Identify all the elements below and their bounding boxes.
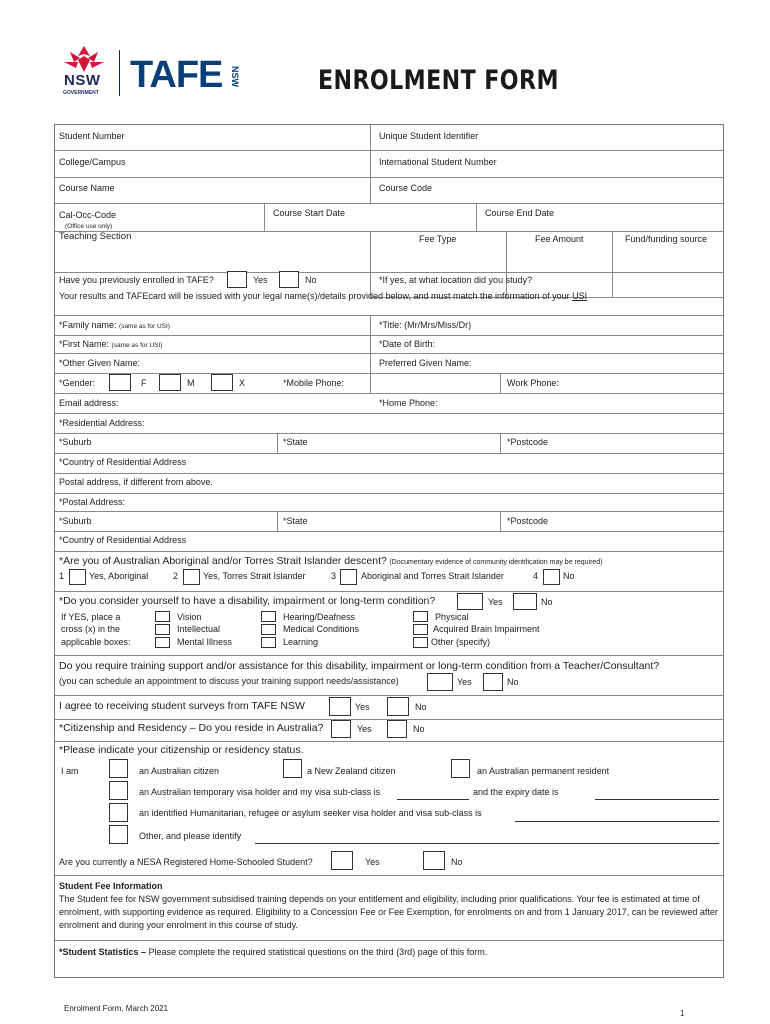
prev-enrolled-label: Have you previously enrolled in TAFE? [59,275,214,285]
support-yes-checkbox[interactable] [427,673,453,691]
citizenship-yes-label: Yes [357,724,372,734]
work-phone-label: Work Phone: [507,378,559,388]
nsw-logo [58,44,110,100]
nesa-yes-checkbox[interactable] [331,851,353,870]
medical-checkbox[interactable] [261,624,276,635]
usi-label: Unique Student Identifier [379,131,479,141]
row-divider [55,393,723,394]
row-divider [55,177,723,178]
fee-info-text: The Student fee for NSW government subsidised training depends on your entitlement and eligibility, including prior qualifications. Your fee is estimated at time of enrolment, with supporting evidence as required. Eligibility to a Concession Fee or Fee Exemption, for enrolments on and from 1 January 2017, can be reviewed after enrolment and during your enrolment in this course of study. [59,894,718,930]
other-citizenship-checkbox[interactable] [109,825,128,844]
support-note: (you can schedule an appointment to discuss your training support needs/assistance) [59,676,399,686]
course-end-date-label: Course End Date [485,208,555,218]
col-divider [506,231,507,297]
row-divider [55,231,723,232]
postcode-label: *Postcode [507,437,549,447]
aboriginal-opt3-checkbox[interactable] [340,569,357,585]
aboriginal-opt2-label: Yes, Torres Strait Islander [203,571,306,581]
aus-citizen-label: an Australian citizen [139,766,220,776]
surveys-no-label: No [415,702,427,712]
gender-x-checkbox[interactable] [211,374,233,391]
vision-label: Vision [177,612,202,622]
page-number: 1 [680,1009,685,1018]
gender-f-label: F [141,378,147,388]
support-yes-label: Yes [457,677,472,687]
brain-impairment-checkbox[interactable] [413,624,428,635]
medical-label: Medical Conditions [283,624,360,634]
fee-info-heading: Student Fee Information [59,881,163,891]
usi-link[interactable]: USI [572,291,588,301]
row-divider [55,413,723,414]
footer-form-name: Enrolment Form, March 2021 [64,1004,169,1013]
tafe-logo-vertical: NSW [230,66,240,87]
family-name-label [59,320,170,332]
surveys-no-checkbox[interactable] [387,697,409,716]
disability-instr3: applicable boxes: [61,637,131,647]
col-divider [370,125,371,203]
humanitarian-subclass-field[interactable] [515,821,719,822]
row-divider [55,353,723,354]
citizenship-question: *Citizenship and Residency – Do you reside in Australia? [59,722,324,734]
teaching-section-label: Teaching Section [59,231,132,242]
col-divider [370,315,371,393]
aboriginal-opt4-num: 4 [533,571,539,581]
fund-source-label: Fund/funding source [625,234,708,244]
enrolment-form [54,124,724,978]
row-divider [55,335,723,336]
other-specify-checkbox[interactable] [413,637,428,648]
row-divider [55,272,723,273]
row-divider [55,551,723,552]
country-res2-label: *Country of Residential Address [59,535,187,545]
aboriginal-opt1-label: Yes, Aboriginal [89,571,149,581]
aboriginal-opt4-label: No [563,571,575,581]
state-label: *State [283,437,308,447]
surveys-question: I agree to receiving student surveys from TAFE NSW [59,700,305,712]
office-use-label: (Office use only) [65,223,113,230]
same-as-usi-note: (same as for USI) [111,342,163,349]
cal-occ-code-label: Cal-Occ-Code [59,210,117,220]
col-divider [500,433,501,453]
intellectual-label: Intellectual [177,624,221,634]
disability-no-checkbox[interactable] [513,593,537,610]
temp-visa-checkbox[interactable] [109,781,128,800]
aboriginal-opt1-num: 1 [59,571,65,581]
first-name-label [59,339,162,351]
fee-amount-label: Fee Amount [535,234,584,244]
nesa-no-checkbox[interactable] [423,851,445,870]
email-label: Email address: [59,398,119,408]
gender-f-checkbox[interactable] [109,374,131,391]
row-divider [55,741,723,742]
col-divider [277,433,278,453]
statistics-line [59,947,487,958]
other-citizenship-label: Other, and please identify [139,831,242,841]
disability-instr1: If YES, place a [61,612,121,622]
nesa-yes-label: Yes [365,857,380,867]
disability-no-label: No [541,597,553,607]
intellectual-checkbox[interactable] [155,624,170,635]
perm-resident-label: an Australian permanent resident [477,766,610,776]
brain-impairment-label: Acquired Brain Impairment [433,624,540,634]
statistics-text: Please complete the required statistical questions on the third (3rd) page of this form. [148,947,488,957]
statistics-heading: *Student Statistics – [59,947,147,957]
course-start-date-label: Course Start Date [273,208,346,218]
other-citizenship-field[interactable] [255,843,719,844]
nesa-no-label: No [451,857,463,867]
mobile-label: *Mobile Phone: [283,378,345,388]
res-address-label: *Residential Address: [59,418,145,428]
citizenship-no-label: No [413,724,425,734]
row-divider [55,433,723,434]
support-no-label: No [507,677,519,687]
postal-address-label: *Postal Address: [59,497,126,507]
support-question: Do you require training support and/or assistance for this disability, impairment or long-term condition from a Teacher/Consultant? [59,660,660,672]
col-divider [612,231,613,297]
learning-label: Learning [283,637,319,647]
citizenship-no-checkbox[interactable] [387,720,407,738]
country-res-label: *Country of Residential Address [59,457,187,467]
gender-label: *Gender: [59,378,96,388]
expiry-date-field[interactable] [595,799,719,800]
citizenship-yes-checkbox[interactable] [331,720,351,738]
aboriginal-opt4-checkbox[interactable] [543,569,560,585]
mental-illness-checkbox[interactable] [155,637,170,648]
physical-checkbox[interactable] [413,611,428,622]
prev-location-label: *If yes, at what location did you study? [379,275,533,285]
nz-citizen-checkbox[interactable] [283,759,302,778]
learning-checkbox[interactable] [261,637,276,648]
surveys-yes-label: Yes [355,702,370,712]
temp-visa-label: an Australian temporary visa holder and my visa sub-class is [139,787,381,797]
hearing-checkbox[interactable] [261,611,276,622]
aboriginal-opt2-num: 2 [173,571,179,581]
results-note-text: Your results and TAFEcard will be issued with your legal name(s)/details provided below, and must match the information of your [59,291,570,301]
aboriginal-opt3-label: Aboriginal and Torres Strait Islander [361,571,504,581]
surveys-yes-checkbox[interactable] [329,697,351,716]
row-divider [55,591,723,592]
logo-divider [119,50,120,96]
aboriginal-opt3-num: 3 [331,571,337,581]
row-divider [55,655,723,656]
humanitarian-checkbox[interactable] [109,803,128,822]
row-divider [55,940,723,941]
row-divider [55,315,723,316]
row-divider [55,203,723,204]
col-divider [264,203,265,231]
dob-label: *Date of Birth: [379,339,436,349]
postal-diff-label: Postal address, if different from above. [59,477,213,487]
row-divider [55,150,723,151]
preferred-name-label: Preferred Given Name: [379,358,472,368]
visa-subclass-field[interactable] [397,799,469,800]
aboriginal-question-text: *Are you of Australian Aboriginal and/or Torres Strait Islander descent? [59,555,387,567]
col-divider [500,373,501,393]
title-field-label: *Title: (Mr/Mrs/Miss/Dr) [379,320,472,330]
aus-citizen-checkbox[interactable] [109,759,128,778]
row-divider [55,531,723,532]
prev-enrolled-yes-label: Yes [253,275,268,285]
prev-enrolled-no-checkbox[interactable] [279,271,299,288]
suburb-label: *Suburb [59,437,92,447]
family-name-text: *Family name: [59,320,117,330]
support-no-checkbox[interactable] [483,673,503,691]
home-phone-label: *Home Phone: [379,398,438,408]
suburb2-label: *Suburb [59,516,92,526]
nesa-question: Are you currently a NESA Registered Home-Schooled Student? [59,857,313,867]
prev-enrolled-no-label: No [305,275,317,285]
row-divider [55,373,723,374]
row-divider [55,493,723,494]
nsw-logo-text: NSW [64,72,101,89]
intl-student-number-label: International Student Number [379,157,497,167]
col-divider [500,511,501,531]
tafe-logo-text: TAFE [130,54,223,96]
disability-question: *Do you consider yourself to have a disability, impairment or long-term condition? [59,595,436,607]
nz-citizen-label: a New Zealand citizen [307,766,396,776]
student-number-label: Student Number [59,131,125,141]
col-divider [476,203,477,231]
expiry-label: and the expiry date is [473,787,559,797]
perm-resident-checkbox[interactable] [451,759,470,778]
row-divider [55,695,723,696]
first-name-text: *First Name: [59,339,110,349]
row-divider [55,875,723,876]
citizenship-indicate: *Please indicate your citizenship or residency status. [59,744,304,756]
state2-label: *State [283,516,308,526]
course-name-label: Course Name [59,183,115,193]
other-specify-label: Other (specify) [431,637,491,647]
col-divider [370,231,371,297]
disability-instr2: cross (x) in the [61,624,121,634]
other-names-label: *Other Given Name: [59,358,141,368]
aboriginal-question [59,556,603,568]
gender-m-checkbox[interactable] [159,374,181,391]
page-title: ENROLMENT FORM [318,65,559,96]
nsw-logo-subtext: GOVERNMENT [63,90,99,96]
disability-yes-label: Yes [488,597,503,607]
results-note [59,291,587,302]
prev-enrolled-yes-checkbox[interactable] [227,271,247,288]
gender-x-label: X [239,378,246,388]
physical-label: Physical [435,612,469,622]
hearing-label: Hearing/Deafness [283,612,356,622]
aboriginal-note: (Documentary evidence of community identification may be required) [389,559,603,566]
disability-yes-checkbox[interactable] [457,593,483,610]
gender-m-label: M [187,378,195,388]
vision-checkbox[interactable] [155,611,170,622]
waratah-icon [58,44,110,74]
aboriginal-opt2-checkbox[interactable] [183,569,200,585]
postcode2-label: *Postcode [507,516,549,526]
same-as-usi-note: (same as for USI) [119,323,170,330]
aboriginal-opt1-checkbox[interactable] [69,569,86,585]
humanitarian-label: an identified Humanitarian, refugee or asylum seeker visa holder and visa sub-class is [139,808,482,818]
iam-label: I am [61,766,79,776]
fee-type-label: Fee Type [419,234,457,244]
row-divider [55,511,723,512]
mental-illness-label: Mental Illness [177,637,233,647]
row-divider [55,473,723,474]
row-divider [55,453,723,454]
college-label: College/Campus [59,157,126,167]
course-code-label: Course Code [379,183,433,193]
col-divider [277,511,278,531]
